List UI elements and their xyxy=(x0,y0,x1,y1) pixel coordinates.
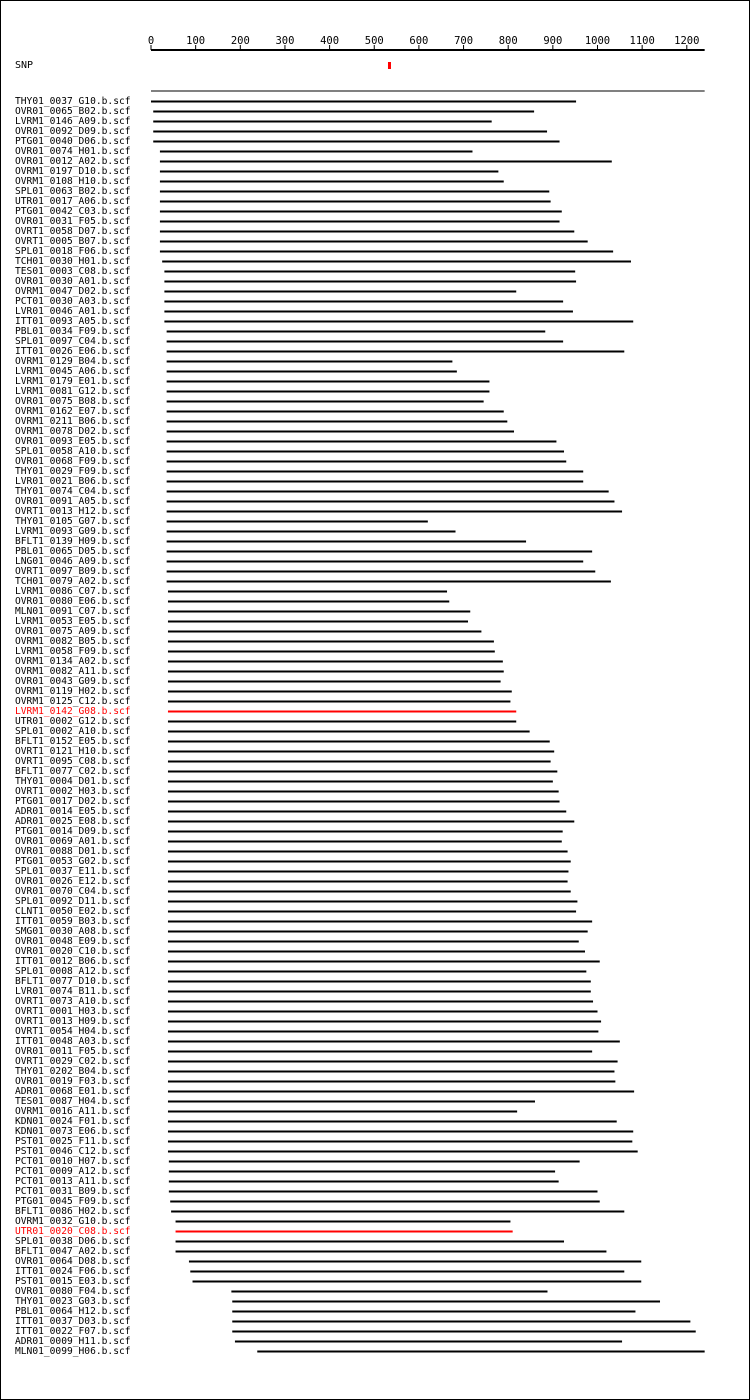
read-label[interactable]: OVR01_0031_F05.b.scf xyxy=(15,216,131,227)
read-label[interactable]: THY01_0105_G07.b.scf xyxy=(15,516,131,527)
read-label[interactable]: OVR01_0074_H01.b.scf xyxy=(15,146,131,157)
read-label[interactable]: OVRT1_0097_B09.b.scf xyxy=(15,566,131,577)
read-label[interactable]: SPL01_0063_B02.b.scf xyxy=(15,186,131,197)
read-label[interactable]: ITT01_0037_D03.b.scf xyxy=(15,1316,131,1327)
read-label[interactable]: OVR01_0092_D09.b.scf xyxy=(15,126,131,137)
read-label[interactable]: ADR01_0025_E08.b.scf xyxy=(15,816,131,827)
read-label[interactable]: OVRM1_0032_G10.b.scf xyxy=(15,1216,131,1227)
read-label[interactable]: THY01_0023_G03.b.scf xyxy=(15,1296,131,1307)
axis-tick-label: 1200 xyxy=(674,35,700,47)
read-label[interactable]: OVR01_0048_E09.b.scf xyxy=(15,936,131,947)
read-label[interactable]: OVR01_0064_D08.b.scf xyxy=(15,1256,131,1267)
read-label[interactable]: OVRT1_0013_H09.b.scf xyxy=(15,1016,131,1027)
read-label[interactable]: OVRM1_0082_A11.b.scf xyxy=(15,666,131,677)
read-label[interactable]: OVR01_0075_A09.b.scf xyxy=(15,626,131,637)
read-label[interactable]: OVR01_0011_F05.b.scf xyxy=(15,1046,131,1057)
read-label[interactable]: OVRT1_0002_H03.b.scf xyxy=(15,786,131,797)
read-label[interactable]: TCH01_0079_A02.b.scf xyxy=(15,576,131,587)
read-label[interactable]: SPL01_0092_D11.b.scf xyxy=(15,896,131,907)
read-label[interactable]: PST01_0025_F11.b.scf xyxy=(15,1136,131,1147)
read-label[interactable]: LVRM1_0086_C07.b.scf xyxy=(15,586,131,597)
read-label[interactable]: LVRM1_0058_F09.b.scf xyxy=(15,646,131,657)
position-axis xyxy=(148,35,705,50)
read-label[interactable]: OVRM1_0016_A11.b.scf xyxy=(15,1106,131,1117)
read-label[interactable]: OVR01_0065_B02.b.scf xyxy=(15,106,131,117)
read-label[interactable]: MLN01_0091_C07.b.scf xyxy=(15,606,131,617)
read-label[interactable]: THY01_0037_G10.b.scf xyxy=(15,96,131,107)
read-label[interactable]: TCH01_0030_H01.b.scf xyxy=(15,256,131,267)
read-label[interactable]: OVRM1_0211_B06.b.scf xyxy=(15,416,131,427)
snp-marker-track xyxy=(151,62,705,91)
read-label-highlighted[interactable]: UTR01_0020_C08.b.scf xyxy=(15,1226,131,1237)
read-label[interactable]: OVRM1_0162_E07.b.scf xyxy=(15,406,131,417)
axis-tick-label: 400 xyxy=(320,35,340,47)
read-label[interactable]: TES01_0003_C08.b.scf xyxy=(15,266,131,277)
read-label[interactable]: OVR01_0068_F09.b.scf xyxy=(15,456,131,467)
read-label[interactable]: OVRM1_0119_H02.b.scf xyxy=(15,686,131,697)
read-label[interactable]: OVRM1_0078_D02.b.scf xyxy=(15,426,131,437)
axis-tick-label: 600 xyxy=(409,35,429,47)
read-label[interactable]: THY01_0202_B04.b.scf xyxy=(15,1066,131,1077)
read-label[interactable]: PCT01_0030_A03.b.scf xyxy=(15,296,131,307)
read-label[interactable]: OVR01_0043_G09.b.scf xyxy=(15,676,131,687)
read-label[interactable]: LVRM1_0146_A09.b.scf xyxy=(15,116,131,127)
read-label-highlighted[interactable]: LVRM1_0142_G08.b.scf xyxy=(15,706,131,717)
read-label[interactable]: PTG01_0040_D06.b.scf xyxy=(15,136,131,147)
read-label[interactable]: BFLT1_0086_H02.b.scf xyxy=(15,1206,131,1217)
read-label[interactable]: UTR01_0002_G12.b.scf xyxy=(15,716,131,727)
axis-tick-label: 300 xyxy=(275,35,295,47)
read-label[interactable]: OVRT1_0058_D07.b.scf xyxy=(15,226,131,237)
read-label[interactable]: PBL01_0034_F09.b.scf xyxy=(15,326,131,337)
read-label[interactable]: ITT01_0026_E06.b.scf xyxy=(15,346,131,357)
read-label[interactable]: OVRT1_0073_A10.b.scf xyxy=(15,996,131,1007)
read-label[interactable]: MLN01_0099_H06.b.scf xyxy=(15,1346,131,1357)
read-label[interactable]: OVR01_0070_C04.b.scf xyxy=(15,886,131,897)
read-label[interactable]: PCT01_0031_B09.b.scf xyxy=(15,1186,131,1197)
read-label[interactable]: LVR01_0046_A01.b.scf xyxy=(15,306,131,317)
read-label[interactable]: OVRM1_0108_H10.b.scf xyxy=(15,176,131,187)
read-label[interactable]: SPL01_0002_A10.b.scf xyxy=(15,726,131,737)
read-label[interactable]: ITT01_0048_A03.b.scf xyxy=(15,1036,131,1047)
read-label[interactable]: PTG01_0014_D09.b.scf xyxy=(15,826,131,837)
read-label[interactable]: ADR01_0009_H11.b.scf xyxy=(15,1336,131,1347)
read-label[interactable]: PCT01_0009_A12.b.scf xyxy=(15,1166,131,1177)
read-label[interactable]: ADR01_0014_E05.b.scf xyxy=(15,806,131,817)
axis-tick-label: 0 xyxy=(147,35,155,47)
read-label[interactable]: ITT01_0059_B03.b.scf xyxy=(15,916,131,927)
read-label[interactable]: ITT01_0093_A05.b.scf xyxy=(15,316,131,327)
read-label[interactable]: OVR01_0026_E12.b.scf xyxy=(15,876,131,887)
read-label[interactable]: OVR01_0080_E06.b.scf xyxy=(15,596,131,607)
read-label[interactable]: LVR01_0021_B06.b.scf xyxy=(15,476,131,487)
read-label[interactable]: OVRM1_0125_C12.b.scf xyxy=(15,696,131,707)
read-label[interactable]: KDN01_0024_F01.b.scf xyxy=(15,1116,131,1127)
read-label[interactable]: THY01_0004_D01.b.scf xyxy=(15,776,131,787)
snp-label: SNP xyxy=(15,60,34,71)
read-label[interactable]: PCT01_0010_H07.b.scf xyxy=(15,1156,131,1167)
read-label[interactable]: PTG01_0053_G02.b.scf xyxy=(15,856,131,867)
read-label[interactable]: OVRM1_0082_B05.b.scf xyxy=(15,636,131,647)
read-label[interactable]: PTG01_0042_C03.b.scf xyxy=(15,206,131,217)
axis-tick-label: 900 xyxy=(543,35,563,47)
read-label[interactable]: THY01_0074_C04.b.scf xyxy=(15,486,131,497)
read-label[interactable]: OVRT1_0054_H04.b.scf xyxy=(15,1026,131,1037)
read-label[interactable]: BFLT1_0139_H09.b.scf xyxy=(15,536,131,547)
read-label[interactable]: BFLT1_0152_E05.b.scf xyxy=(15,736,131,747)
read-label[interactable]: OVR01_0088_D01.b.scf xyxy=(15,846,131,857)
read-label[interactable]: LVRM1_0053_E05.b.scf xyxy=(15,616,131,627)
read-label[interactable]: SMG01_0030_A08.b.scf xyxy=(15,926,131,937)
read-label[interactable]: SPL01_0037_E11.b.scf xyxy=(15,866,131,877)
read-label[interactable]: LVR01_0074_B11.b.scf xyxy=(15,986,131,997)
read-label[interactable]: ITT01_0022_F07.b.scf xyxy=(15,1326,131,1337)
read-label[interactable]: BFLT1_0077_D10.b.scf xyxy=(15,976,131,987)
read-label[interactable]: ADR01_0068_E01.b.scf xyxy=(15,1086,131,1097)
read-label[interactable]: OVR01_0019_F03.b.scf xyxy=(15,1076,131,1087)
axis-tick-label: 700 xyxy=(454,35,474,47)
read-label[interactable]: LVRM1_0093_G09.b.scf xyxy=(15,526,131,537)
read-bars xyxy=(151,102,705,1352)
read-label[interactable]: OVR01_0093_E05.b.scf xyxy=(15,436,131,447)
read-label[interactable]: OVR01_0030_A01.b.scf xyxy=(15,276,131,287)
read-label[interactable]: OVRT1_0013_H12.b.scf xyxy=(15,506,131,517)
read-label[interactable]: THY01_0029_F09.b.scf xyxy=(15,466,131,477)
read-label[interactable]: BFLT1_0077_C02.b.scf xyxy=(15,766,131,777)
read-label[interactable]: PST01_0046_C12.b.scf xyxy=(15,1146,131,1157)
read-label[interactable]: ITT01_0024_F06.b.scf xyxy=(15,1266,131,1277)
read-label[interactable]: KDN01_0073_E06.b.scf xyxy=(15,1126,131,1137)
read-label[interactable]: OVRM1_0197_D10.b.scf xyxy=(15,166,131,177)
read-label[interactable]: OVRT1_0095_C08.b.scf xyxy=(15,756,131,767)
read-label[interactable]: OVRM1_0134_A02.b.scf xyxy=(15,656,131,667)
read-label[interactable]: OVR01_0091_A05.b.scf xyxy=(15,496,131,507)
read-label[interactable]: CLNT1_0050_E02.b.scf xyxy=(15,906,131,917)
read-label[interactable]: SPL01_0018_F06.b.scf xyxy=(15,246,131,257)
read-label[interactable]: LVRM1_0045_A06.b.scf xyxy=(15,366,131,377)
read-label[interactable]: PST01_0015_E03.b.scf xyxy=(15,1276,131,1287)
axis-tick-label: 100 xyxy=(186,35,206,47)
read-label[interactable]: LVRM1_0081_G12.b.scf xyxy=(15,386,131,397)
read-label[interactable]: OVRT1_0001_H03.b.scf xyxy=(15,1006,131,1017)
read-label[interactable]: PCT01_0013_A11.b.scf xyxy=(15,1176,131,1187)
read-label[interactable]: ITT01_0012_B06.b.scf xyxy=(15,956,131,967)
read-label[interactable]: UTR01_0017_A06.b.scf xyxy=(15,196,131,207)
read-label[interactable]: SPL01_0038_D06.b.scf xyxy=(15,1236,131,1247)
read-label[interactable]: OVR01_0080_F04.b.scf xyxy=(15,1286,131,1297)
read-label[interactable]: SPL01_0058_A10.b.scf xyxy=(15,446,131,457)
read-label[interactable]: PTG01_0017_D02.b.scf xyxy=(15,796,131,807)
read-label[interactable]: OVRT1_0121_H10.b.scf xyxy=(15,746,131,757)
read-label[interactable]: OVRT1_0005_B07.b.scf xyxy=(15,236,131,247)
read-label[interactable]: BFLT1_0047_A02.b.scf xyxy=(15,1246,131,1257)
read-label[interactable]: SPL01_0008_A12.b.scf xyxy=(15,966,131,977)
axis-tick-label: 200 xyxy=(230,35,250,47)
read-label[interactable]: OVR01_0020_C10.b.scf xyxy=(15,946,131,957)
axis-tick-label: 800 xyxy=(498,35,518,47)
read-label[interactable]: PBL01_0064_H12.b.scf xyxy=(15,1306,131,1317)
axis-tick-label: 1100 xyxy=(629,35,655,47)
axis-tick-label: 500 xyxy=(364,35,384,47)
read-label[interactable]: OVRM1_0129_B04.b.scf xyxy=(15,356,131,367)
axis-tick-label: 1000 xyxy=(584,35,611,47)
read-label[interactable]: TES01_0087_H04.b.scf xyxy=(15,1096,131,1107)
read-label[interactable]: OVR01_0069_A01.b.scf xyxy=(15,836,131,847)
read-label[interactable]: OVRT1_0029_C02.b.scf xyxy=(15,1056,131,1067)
read-label[interactable]: PTG01_0045_F09.b.scf xyxy=(15,1196,131,1207)
read-label[interactable]: OVRM1_0047_D02.b.scf xyxy=(15,286,131,297)
snp-marker xyxy=(388,62,391,69)
read-label[interactable]: SPL01_0097_C04.b.scf xyxy=(15,336,131,347)
read-label[interactable]: OVR01_0075_B08.b.scf xyxy=(15,396,131,407)
read-label[interactable]: LNG01_0046_A09.b.scf xyxy=(15,556,131,567)
read-label[interactable]: OVR01_0012_A02.b.scf xyxy=(15,156,131,167)
read-label[interactable]: LVRM1_0179_E01.b.scf xyxy=(15,376,131,387)
read-label[interactable]: PBL01_0065_D05.b.scf xyxy=(15,546,131,557)
